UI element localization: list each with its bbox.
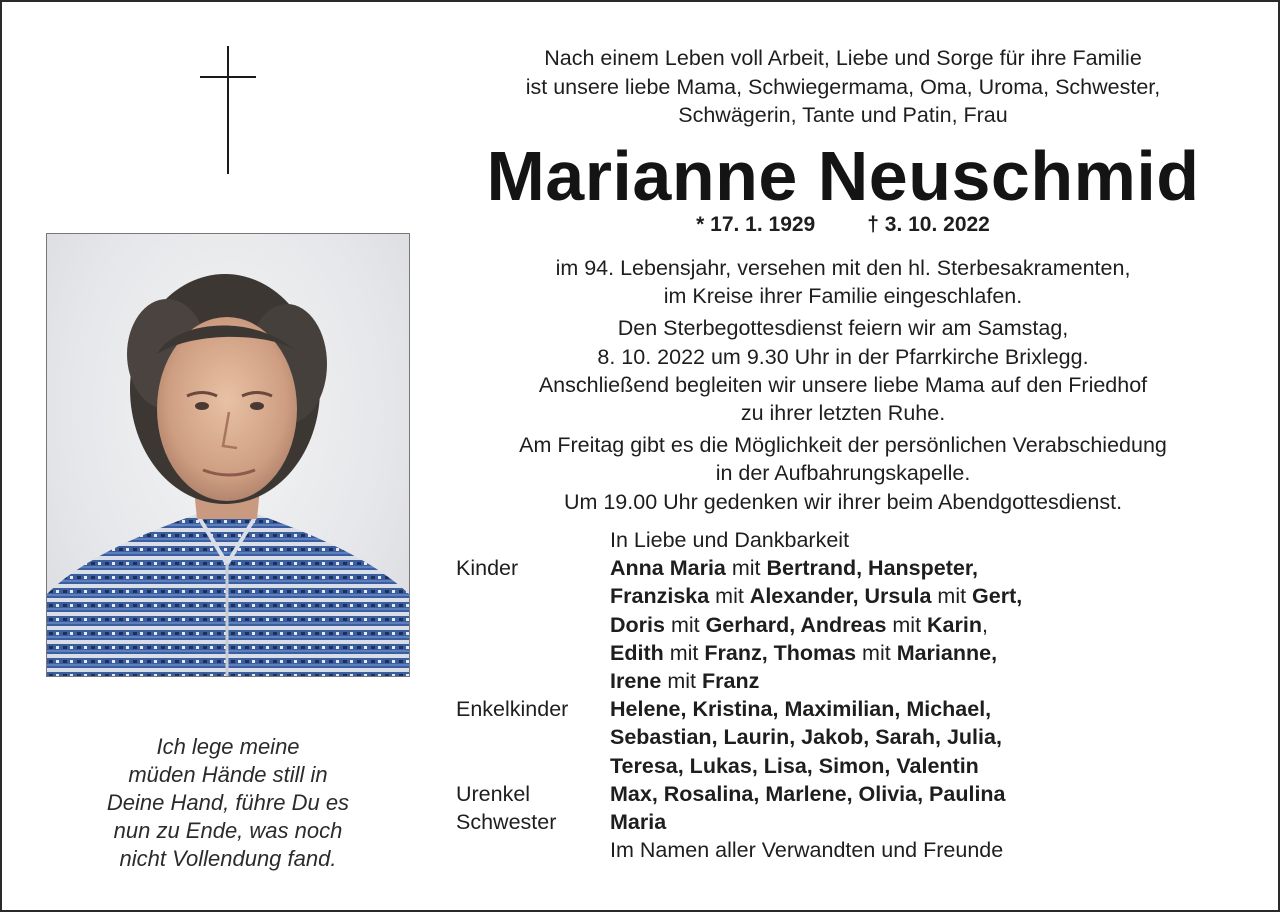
- family-line: [456, 723, 1216, 751]
- service-line: Den Sterbegottesdienst feiern wir am Samstag,: [617, 316, 1069, 341]
- family-members: [610, 639, 997, 667]
- family-group-label: Enkelkinder: [456, 697, 569, 722]
- service-line: Um 19.00 Uhr gedenken wir ihrer beim Abendgottesdienst.: [563, 489, 1123, 514]
- family-name: Edith: [610, 640, 664, 665]
- family-name: Marianne,: [896, 640, 998, 665]
- death-date: † 3. 10. 2022: [867, 213, 990, 236]
- gratitude-line: [456, 526, 1216, 554]
- family-connector: mit: [931, 584, 973, 609]
- family-name: Helene, Kristina, Maximilian, Michael,: [610, 697, 992, 722]
- family-line: [456, 695, 1216, 723]
- family-members: [610, 582, 1022, 610]
- family-members: [610, 723, 1002, 751]
- poem-line: nun zu Ende, was noch: [113, 818, 343, 843]
- family-line: [456, 752, 1216, 780]
- service-paragraph: [440, 314, 1246, 427]
- service-paragraph: [440, 431, 1246, 516]
- service-paragraph: [440, 254, 1246, 310]
- family-name: Karin: [927, 612, 982, 637]
- family-name: Irene: [610, 668, 662, 693]
- cross-icon: [200, 46, 256, 174]
- service-line: im Kreise ihrer Familie eingeschlafen.: [663, 284, 1023, 309]
- mourners-list: [456, 526, 1216, 864]
- intro-line: Nach einem Leben voll Arbeit, Liebe und Sorge für ihre Familie: [544, 46, 1142, 70]
- family-connector: mit: [661, 668, 702, 693]
- family-name: Alexander, Ursula: [749, 584, 932, 609]
- family-name: Gerhard, Andreas: [705, 612, 887, 637]
- family-name: Franziska: [610, 584, 710, 609]
- intro-line: Schwägerin, Tante und Patin, Frau: [678, 103, 1008, 127]
- poem-line: nicht Vollendung fand.: [119, 846, 337, 871]
- family-connector: mit: [664, 612, 706, 637]
- family-members: [610, 808, 666, 836]
- family-members: [610, 780, 1006, 808]
- family-members: [610, 695, 991, 723]
- service-line: zu ihrer letzten Ruhe.: [740, 401, 946, 426]
- family-group-label: Urenkel: [456, 781, 531, 806]
- family-name: Anna Maria: [610, 556, 726, 581]
- intro-text: [440, 44, 1246, 130]
- poem-line: müden Hände still in: [128, 762, 328, 787]
- service-line: Am Freitag gibt es die Möglichkeit der persönlichen Verabschiedung: [519, 433, 1167, 458]
- family-members: [610, 667, 759, 695]
- family-name: Teresa, Lukas, Lisa, Simon, Valentin: [610, 753, 979, 778]
- service-line: in der Aufbahrungskapelle.: [715, 461, 971, 486]
- family-name: Bertrand, Hanspeter,: [766, 556, 978, 581]
- birth-date: * 17. 1. 1929: [696, 213, 816, 236]
- family-name: Maria: [610, 809, 667, 834]
- family-line: [456, 582, 1216, 610]
- family-name: Doris: [610, 612, 665, 637]
- family-line: [456, 611, 1216, 639]
- family-group-label: Kinder: [456, 556, 519, 581]
- service-details: [440, 254, 1246, 520]
- family-name: Gert,: [972, 584, 1023, 609]
- family-connector: mit: [725, 556, 767, 581]
- family-line: [456, 667, 1216, 695]
- family-members: [610, 752, 979, 780]
- family-connector: Im Namen aller Verwandten und Freunde: [610, 838, 1004, 863]
- family-name: Franz, Thomas: [704, 640, 857, 665]
- family-connector: mit: [709, 584, 750, 609]
- family-line: [456, 808, 1216, 836]
- family-connector: ,: [981, 612, 988, 637]
- family-name: Max, Rosalina, Marlene, Olivia, Paulina: [610, 781, 1006, 806]
- family-members: [610, 526, 849, 554]
- poem-verse: [60, 733, 396, 873]
- poem-line: Ich lege meine: [156, 734, 300, 759]
- family-members: [610, 554, 978, 582]
- family-name: Sebastian, Laurin, Jakob, Sarah, Julia,: [610, 725, 1002, 750]
- family-name: Franz: [702, 668, 760, 693]
- service-line: im 94. Lebensjahr, versehen mit den hl. Sterbesakramenten,: [555, 256, 1131, 280]
- service-line: Anschließend begleiten wir unsere liebe Mama auf den Friedhof: [538, 372, 1148, 397]
- family-line: [456, 554, 1216, 582]
- poem-line: Deine Hand, führe Du es: [106, 790, 350, 815]
- family-line: [456, 780, 1216, 808]
- family-members: [610, 836, 1003, 864]
- family-members: [610, 611, 988, 639]
- closing-line: [456, 836, 1216, 864]
- family-connector: mit: [663, 640, 705, 665]
- deceased-name: Marianne Neuschmid: [486, 137, 1200, 215]
- family-line: [456, 639, 1216, 667]
- family-group-label: Schwester: [456, 809, 557, 834]
- service-line: 8. 10. 2022 um 9.30 Uhr in der Pfarrkirche Brixlegg.: [597, 344, 1089, 369]
- portrait-photo: [46, 233, 410, 677]
- family-connector: In Liebe und Dankbarkeit: [610, 528, 850, 552]
- family-connector: mit: [856, 640, 897, 665]
- family-connector: mit: [886, 612, 928, 637]
- intro-line: ist unsere liebe Mama, Schwiegermama, Oma, Uroma, Schwester,: [525, 74, 1161, 99]
- life-dates: [440, 211, 1246, 239]
